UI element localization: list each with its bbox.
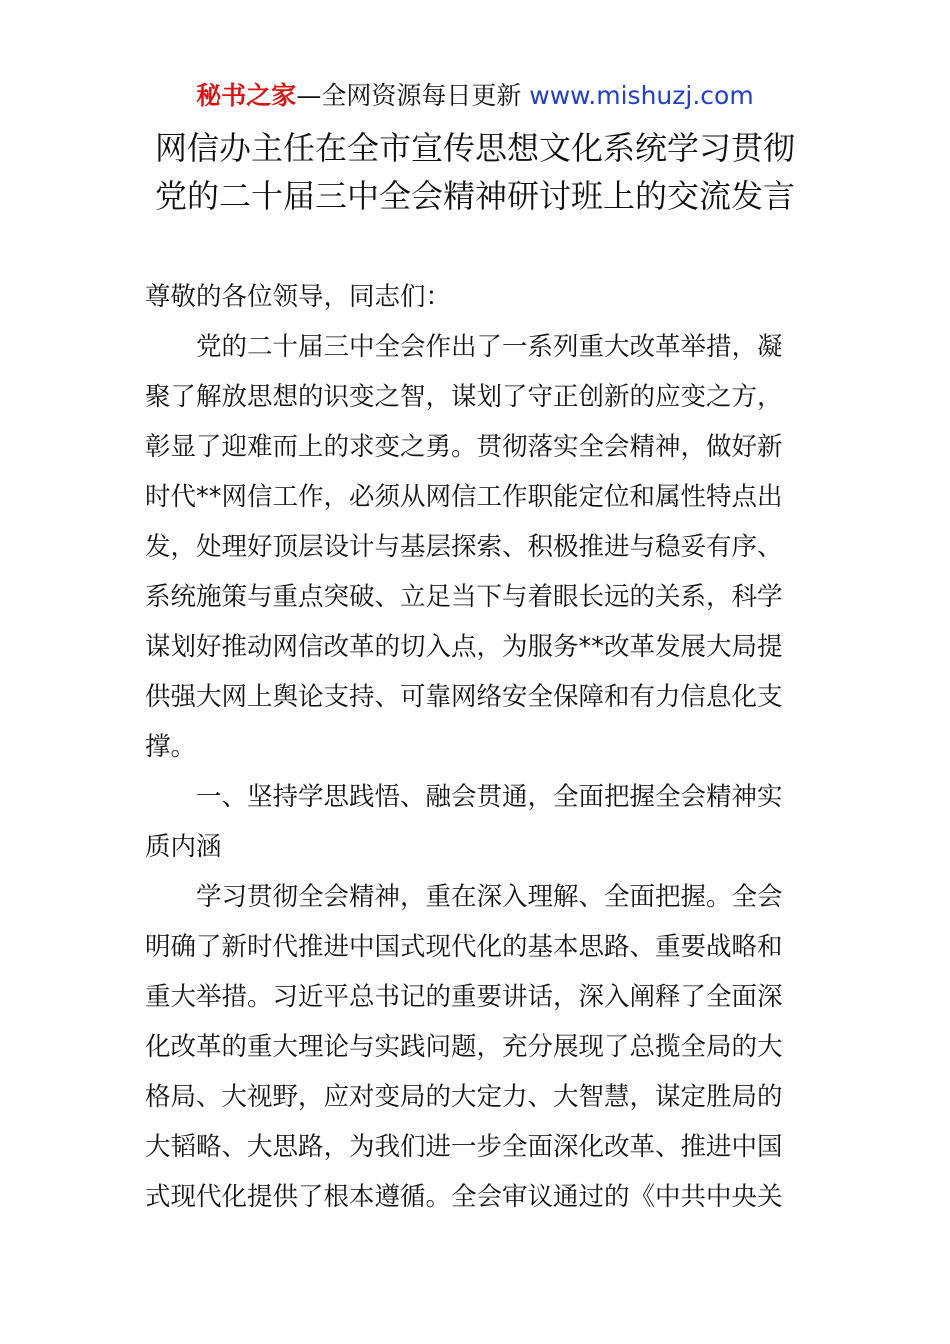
document-title <box>60 124 890 220</box>
body-line: 格局、大视野，应对变局的大定力、大智慧，谋定胜局的 <box>145 1082 783 1112</box>
body-line: 化改革的重大理论与实践问题，充分展现了总揽全局的大 <box>145 1032 783 1062</box>
site-header <box>0 78 950 114</box>
body-line: 系统施策与重点突破、立足当下与着眼长远的关系，科学 <box>145 582 783 612</box>
body-line: 彰显了迎难而上的求变之勇。贯彻落实全会精神，做好新 <box>145 432 783 462</box>
document-body <box>145 272 810 1222</box>
site-tagline: —全网资源每日更新 <box>296 81 530 110</box>
brand-name: 秘书之家 <box>196 81 297 110</box>
body-line: 重大举措。习近平总书记的重要讲话，深入阐释了全面深 <box>145 982 783 1012</box>
body-line: 式现代化提供了根本遵循。全会审议通过的《中共中央关 <box>145 1182 783 1212</box>
site-url-link[interactable]: www.mishuzj.com <box>529 81 754 110</box>
body-line: 质内涵 <box>145 832 222 862</box>
body-line: 供强大网上舆论支持、可靠网络安全保障和有力信息化支 <box>145 682 783 712</box>
body-line: 聚了解放思想的识变之智，谋划了守正创新的应变之方， <box>145 382 783 412</box>
body-line: 学习贯彻全会精神，重在深入理解、全面把握。全会 <box>145 882 783 912</box>
body-line: 党的二十届三中全会作出了一系列重大改革举措，凝 <box>145 332 783 362</box>
body-line: 明确了新时代推进中国式现代化的基本思路、重要战略和 <box>145 932 783 962</box>
body-line: 尊敬的各位领导，同志们： <box>145 282 452 312</box>
body-line: 发，处理好顶层设计与基层探索、积极推进与稳妥有序、 <box>145 532 783 562</box>
body-line: 一、坚持学思践悟、融会贯通，全面把握全会精神实 <box>145 782 783 812</box>
body-line: 谋划好推动网信改革的切入点，为服务**改革发展大局提 <box>145 632 783 662</box>
body-line: 撑。 <box>145 732 197 762</box>
body-line: 时代**网信工作，必须从网信工作职能定位和属性特点出 <box>145 482 783 512</box>
body-line: 大韬略、大思路，为我们进一步全面深化改革、推进中国 <box>145 1132 783 1162</box>
title-line-2: 党的二十届三中全会精神研讨班上的交流发言 <box>154 177 795 215</box>
title-line-1: 网信办主任在全市宣传思想文化系统学习贯彻 <box>154 129 795 167</box>
